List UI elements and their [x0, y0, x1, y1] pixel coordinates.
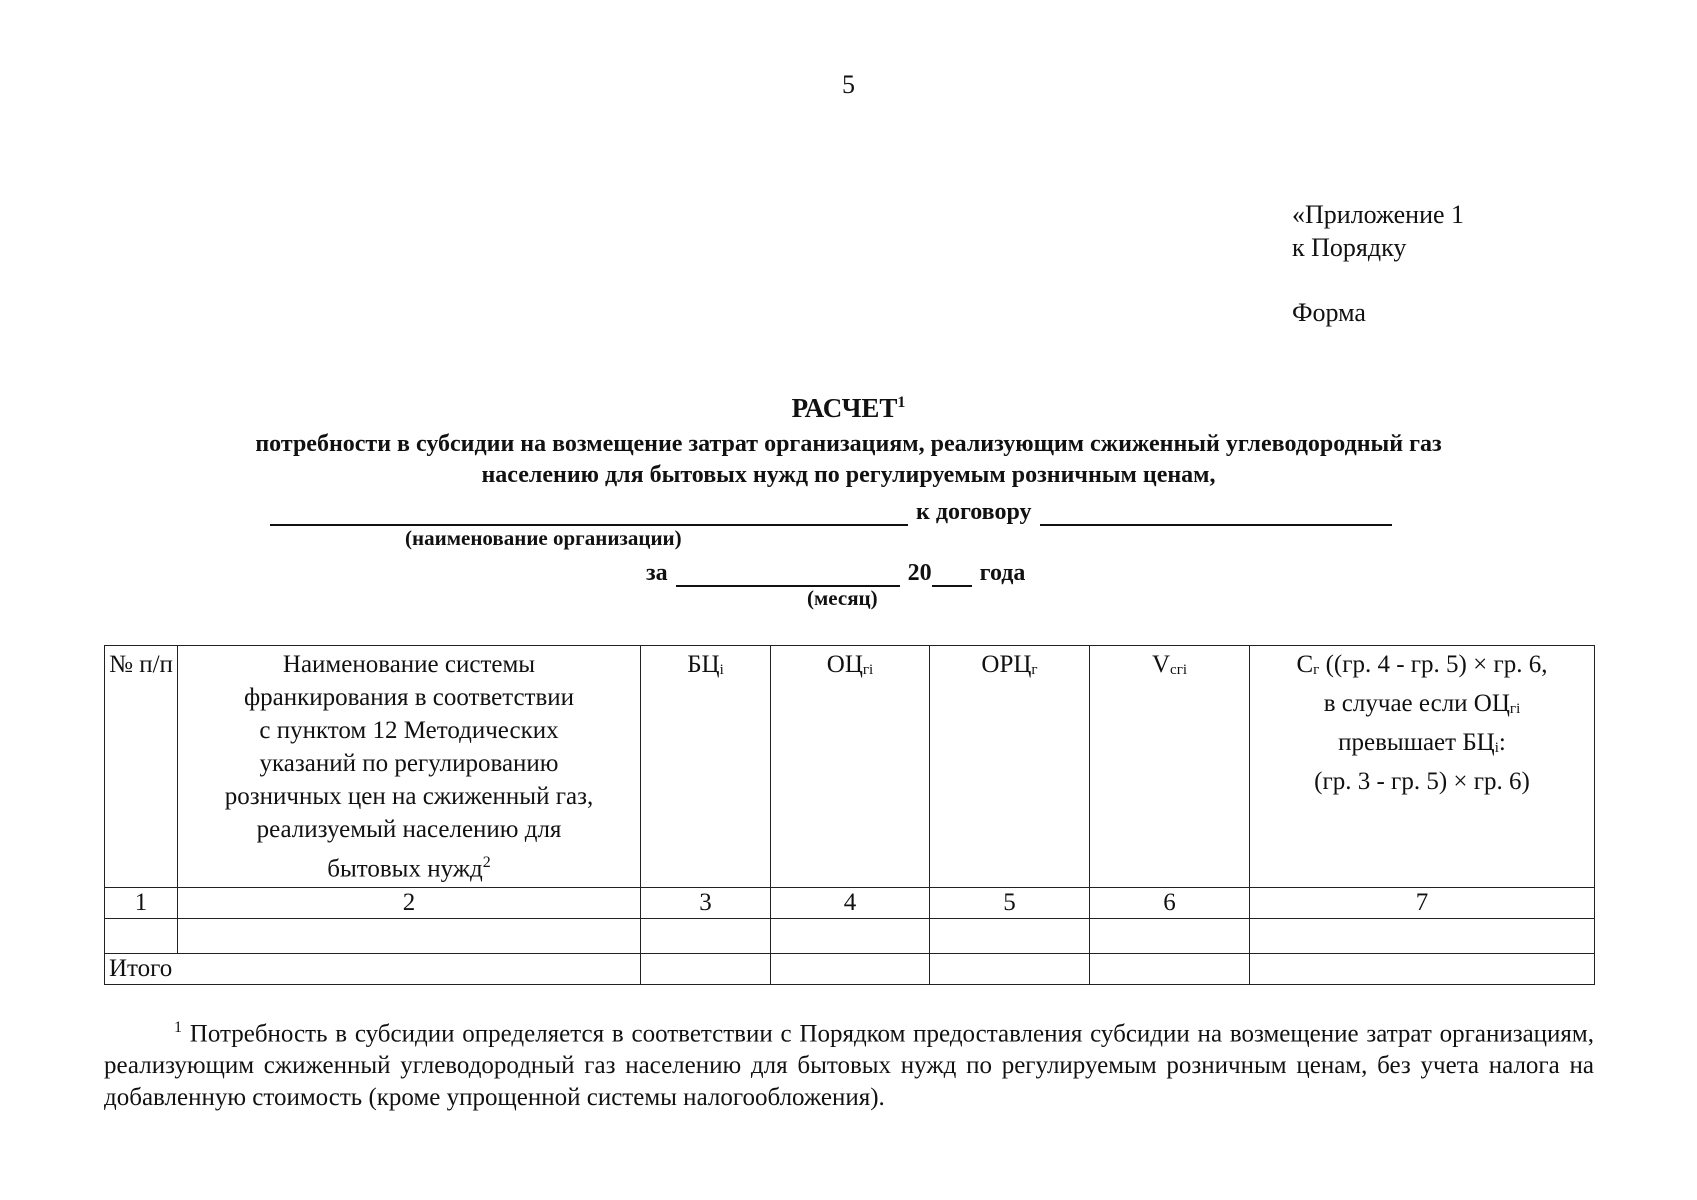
total-row — [105, 954, 1595, 985]
table-cell[interactable] — [1090, 919, 1250, 954]
subtitle-line-1: потребности в субсидии на возмещение затрат организациям, реализующим сжиженный углеводородный газ — [255, 431, 1442, 457]
table-cell[interactable] — [1250, 919, 1595, 954]
organization-caption: (наименование организации) — [405, 526, 682, 550]
organization-name-blank[interactable] — [270, 496, 908, 526]
contract-number-blank[interactable] — [1040, 496, 1392, 526]
period-row — [646, 557, 1025, 587]
header-oc: ОЦгi — [771, 646, 930, 888]
year-suffix: года — [979, 560, 1026, 586]
column-number: 6 — [1090, 888, 1250, 919]
document-subtitle — [100, 429, 1597, 491]
page-number: 5 — [842, 70, 855, 99]
table-row — [105, 919, 1595, 954]
column-number: 2 — [178, 888, 641, 919]
document-title — [0, 393, 1697, 424]
period-prefix: за — [646, 560, 668, 586]
total-label: Итого — [105, 954, 641, 985]
footnote — [104, 1012, 1594, 1114]
header-bc: БЦi — [641, 646, 771, 888]
total-cell[interactable] — [930, 954, 1090, 985]
footnote-marker: 1 — [174, 1019, 182, 1036]
subtitle-line-2: населению для бытовых нужд по регулируемым розничным ценам, — [481, 462, 1216, 488]
organization-contract-row — [270, 496, 1392, 526]
title-footnote-marker: 1 — [897, 394, 906, 411]
total-cell[interactable] — [1090, 954, 1250, 985]
month-caption: (месяц) — [807, 586, 878, 610]
total-cell[interactable] — [771, 954, 930, 985]
title-text: РАСЧЕТ — [791, 393, 898, 423]
total-cell[interactable] — [1250, 954, 1595, 985]
header-franking-system: Наименование системы франкирования в соответствии с пунктом 12 Методических указаний по регулированию розничных цен на сжиженный газ, реализуемый населению для бытовых нужд$^2$ — [178, 646, 641, 888]
footnote-text: Потребность в субсидии определяется в соответствии с Порядком предоставления субсидии на возмещение затрат организациям, реализующим сжиженный углеводородный газ населению для бытовых нужд по регулируемым розничным ценам, без учета налога на добавленную стоимость (кроме упрощенной системы налогообложения). — [104, 1020, 1594, 1112]
table-cell[interactable] — [105, 919, 178, 954]
header-volume: Vсгi — [1090, 646, 1250, 888]
header-orc: ОРЦг — [930, 646, 1090, 888]
appendix-block — [1292, 198, 1464, 329]
header-footnote-marker: 2 — [482, 854, 491, 871]
table-cell[interactable] — [771, 919, 930, 954]
header-number: № п/п — [105, 646, 178, 888]
appendix-line-1: «Приложение 1 — [1292, 200, 1465, 229]
table-cell[interactable] — [641, 919, 771, 954]
appendix-line-2: к Порядку — [1292, 233, 1407, 262]
table-cell[interactable] — [178, 919, 641, 954]
column-number: 1 — [105, 888, 178, 919]
total-cell[interactable] — [641, 954, 771, 985]
month-blank[interactable] — [676, 557, 900, 587]
table-cell[interactable] — [930, 919, 1090, 954]
column-number: 4 — [771, 888, 930, 919]
year-blank[interactable] — [932, 557, 972, 587]
form-label: Форма — [1292, 298, 1366, 327]
year-prefix: 20 — [907, 560, 932, 586]
calculation-table — [104, 645, 1595, 985]
column-number-row — [105, 888, 1595, 919]
contract-label: к договору — [916, 499, 1032, 525]
column-number: 3 — [641, 888, 771, 919]
column-number: 5 — [930, 888, 1090, 919]
table-header-row — [105, 646, 1595, 888]
column-number: 7 — [1250, 888, 1595, 919]
header-subsidy-formula: Сг ((гр. 4 - гр. 5) × гр. 6, в случае если ОЦгi превышает БЦi: (гр. 3 - гр. 5) × гр. 6) — [1250, 646, 1595, 888]
